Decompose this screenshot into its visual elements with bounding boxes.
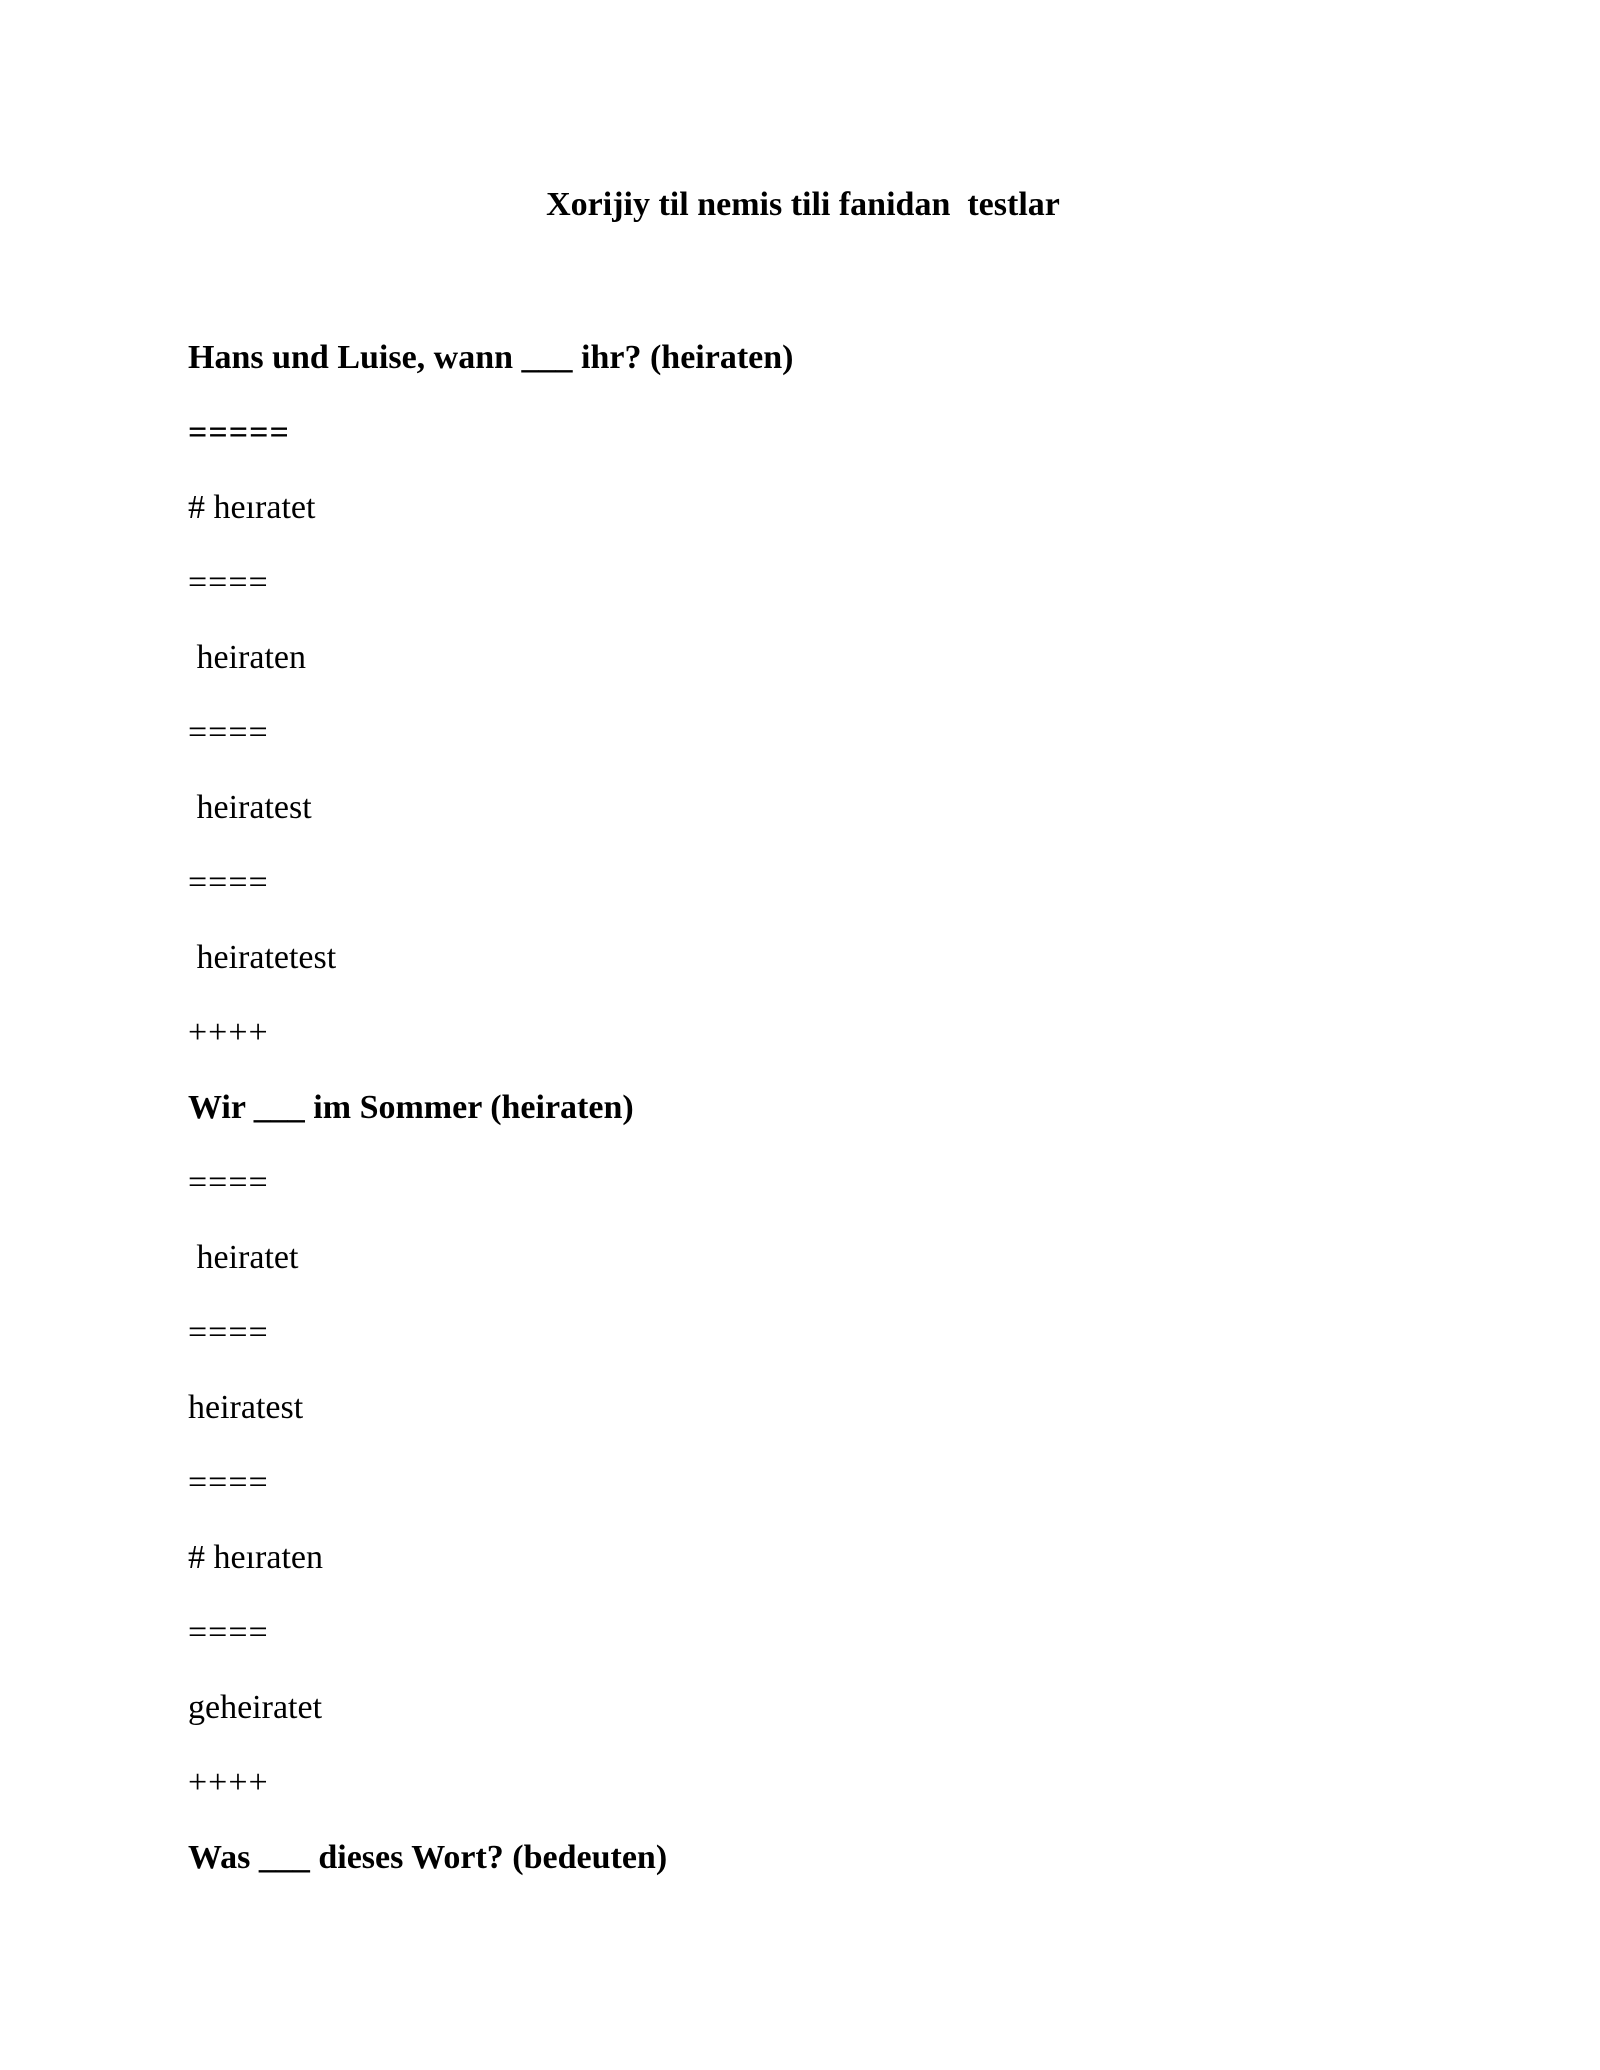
end-marker: ++++ — [188, 1014, 269, 1051]
separator-line: ==== — [188, 1614, 269, 1651]
answer-option: heiratetest — [188, 939, 337, 976]
separator-line: ===== — [188, 414, 290, 451]
separator-line: ==== — [188, 714, 269, 751]
separator-line: ==== — [188, 1464, 269, 1501]
answer-option: geheiratet — [188, 1689, 323, 1726]
test-lines — [188, 335, 1488, 1910]
answer-option: heiraten — [188, 639, 306, 676]
answer-option: # hеıraten — [188, 1539, 323, 1576]
separator-line: ==== — [188, 864, 269, 901]
answer-option: # hеıratet — [188, 489, 316, 526]
question-text: Wir ___ im Sommer (heiraten) — [188, 1089, 634, 1126]
separator-line: ==== — [188, 1164, 269, 1201]
separator-line: ==== — [188, 1314, 269, 1351]
question-text: Was ___ dieses Wort? (bedeuten) — [188, 1839, 668, 1876]
end-marker: ++++ — [188, 1764, 269, 1801]
answer-option: heiratet — [188, 1239, 299, 1276]
answer-option: heiratest — [188, 1389, 304, 1426]
separator-line: ==== — [188, 564, 269, 601]
answer-option: heiratest — [188, 789, 312, 826]
question-text: Hans und Luise, wann ___ ihr? (heiraten) — [188, 339, 794, 376]
document-title: Xorijiy til nemis tili fanidan testlar — [546, 186, 1060, 223]
